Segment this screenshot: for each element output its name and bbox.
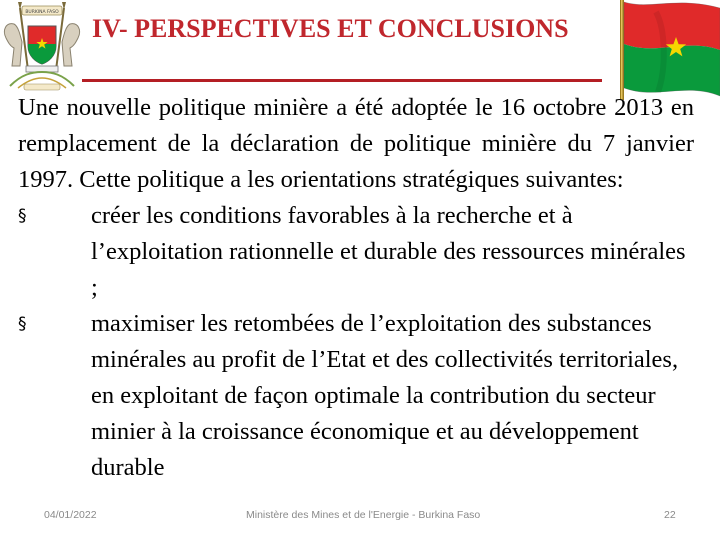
bullet-marker: §: [18, 314, 27, 334]
burkina-faso-flag-icon: [616, 0, 720, 100]
list-item: [18, 306, 694, 486]
list-item: [18, 198, 694, 306]
bullet-text: créer les conditions favorables à la recherche et à l’exploitation rationnelle et durable des ressources minérales ;: [91, 202, 686, 301]
bullet-marker: §: [18, 206, 27, 226]
bullet-text: maximiser les retombées de l’exploitation des substances minérales au profit de l’Etat et des collectivités territoriales, en exploitant de façon optimale la contribution du secteur minier à la croissance économique et au développement durable: [91, 310, 679, 481]
page-number: 22: [664, 509, 676, 521]
title-underline: [82, 79, 602, 82]
slide-body: [18, 90, 694, 486]
footer-organization: Ministère des Mines et de l'Energie - Burkina Faso: [246, 509, 481, 521]
intro-paragraph: Une nouvelle politique minière a été adoptée le 16 octobre 2013 en remplacement de la déclaration de politique minière du 7 janvier 1997. Cette politique a les orientations stratégiques suivantes:: [18, 94, 694, 193]
page-title: IV- PERSPECTIVES ET CONCLUSIONS: [92, 14, 569, 43]
coat-of-arms-icon: [0, 0, 84, 92]
footer-date: 04/01/2022: [44, 509, 97, 521]
emblem-banner-text: BURKINA FASO: [25, 10, 59, 15]
